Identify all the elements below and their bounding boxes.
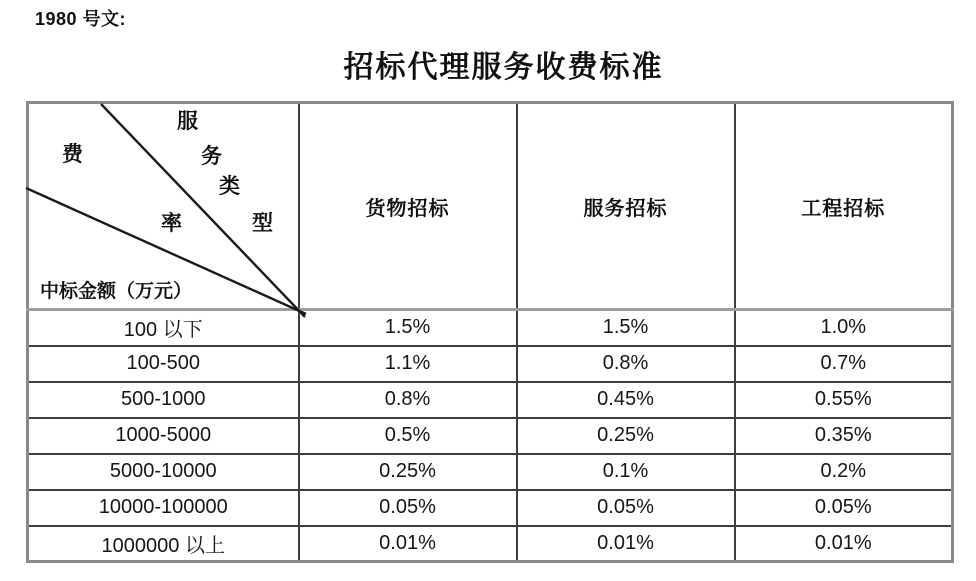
rate-cell-goods: 1.5% [299, 310, 517, 346]
amount-range-cell: 100-500 [28, 346, 299, 382]
table-row [28, 454, 953, 490]
table-row [28, 346, 953, 382]
corner-label-rate-char: 率 [161, 211, 182, 235]
corner-label-rate-char: 费 [62, 142, 83, 166]
fee-standard-table [26, 101, 954, 563]
rate-cell-engineering: 0.2% [735, 454, 953, 490]
column-header-service: 服务招标 [517, 103, 735, 310]
rate-cell-engineering: 1.0% [735, 310, 953, 346]
table-row [28, 310, 953, 346]
corner-label-service-char: 服 [177, 109, 198, 133]
rate-cell-goods: 0.5% [299, 418, 517, 454]
rate-cell-service: 0.01% [517, 526, 735, 562]
amount-range-cell: 1000000 以上 [28, 526, 299, 562]
rate-cell-engineering: 0.01% [735, 526, 953, 562]
rate-cell-service: 0.05% [517, 490, 735, 526]
rate-cell-engineering: 0.7% [735, 346, 953, 382]
rate-cell-engineering: 0.05% [735, 490, 953, 526]
rate-cell-goods: 0.25% [299, 454, 517, 490]
corner-label-service-char: 型 [252, 211, 273, 235]
page-title: 招标代理服务收费标准 [343, 51, 664, 84]
amount-range-cell: 10000-100000 [28, 490, 299, 526]
amount-range-cell: 1000-5000 [28, 418, 299, 454]
amount-range-cell: 5000-10000 [28, 454, 299, 490]
rate-cell-service: 0.1% [517, 454, 735, 490]
corner-label-service-char: 类 [219, 174, 240, 198]
table-row [28, 382, 953, 418]
corner-label-service-char: 务 [201, 144, 222, 168]
corner-amount-axis-label: 中标金额（万元） [40, 281, 193, 302]
column-header-goods: 货物招标 [299, 103, 517, 310]
rate-cell-goods: 0.01% [299, 526, 517, 562]
rate-cell-service: 0.8% [517, 346, 735, 382]
rate-cell-service: 0.45% [517, 382, 735, 418]
rate-cell-goods: 0.05% [299, 490, 517, 526]
amount-range-cell: 100 以下 [28, 310, 299, 346]
amount-range-cell: 500-1000 [28, 382, 299, 418]
table-row [28, 526, 953, 562]
document-reference: 1980 号文: [35, 9, 127, 29]
table-header-row [28, 103, 953, 310]
rate-cell-goods: 1.1% [299, 346, 517, 382]
diagonal-corner-cell [28, 103, 299, 310]
rate-cell-goods: 0.8% [299, 382, 517, 418]
rate-cell-engineering: 0.35% [735, 418, 953, 454]
rate-cell-service: 1.5% [517, 310, 735, 346]
rate-cell-service: 0.25% [517, 418, 735, 454]
rate-cell-engineering: 0.55% [735, 382, 953, 418]
column-header-engineering: 工程招标 [735, 103, 953, 310]
table-row [28, 418, 953, 454]
table-row [28, 490, 953, 526]
